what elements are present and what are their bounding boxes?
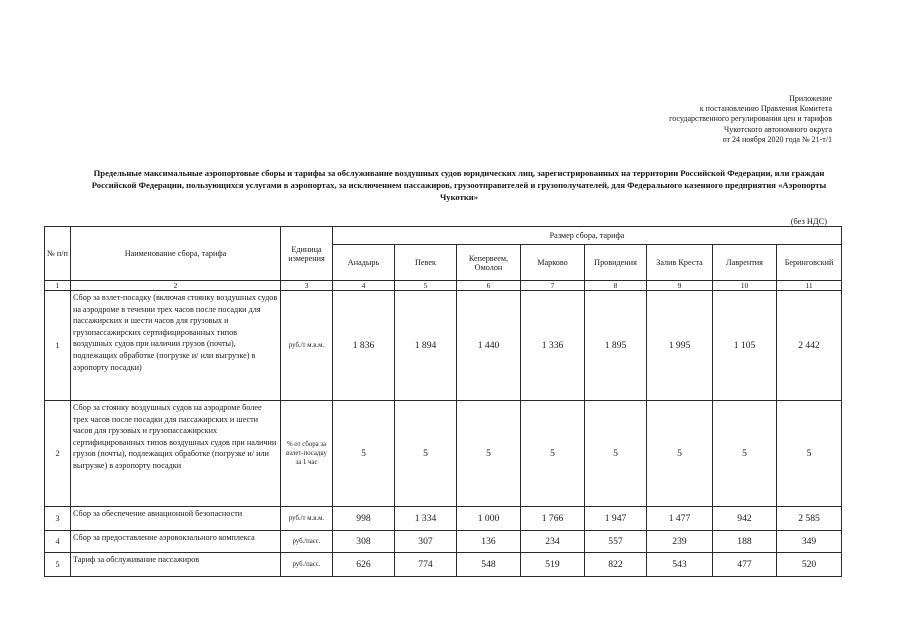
row-value: 1 766 (521, 507, 585, 531)
table-row (45, 291, 842, 401)
column-numbers-row (45, 281, 842, 291)
row-value: 543 (647, 553, 713, 577)
row-value: 1 334 (395, 507, 457, 531)
appendix-block (560, 94, 832, 145)
row-value: 1 440 (457, 291, 521, 401)
column-number: 3 (281, 281, 333, 291)
row-value: 5 (521, 401, 585, 507)
header-no: № п/п (45, 227, 71, 281)
table-row (45, 401, 842, 507)
row-value: 5 (647, 401, 713, 507)
row-value: 626 (333, 553, 395, 577)
row-unit: руб./т м.в.м. (281, 291, 333, 401)
row-value: 477 (713, 553, 777, 577)
row-value: 822 (585, 553, 647, 577)
row-value: 5 (395, 401, 457, 507)
column-number: 4 (333, 281, 395, 291)
header-row (45, 227, 842, 245)
row-unit: руб./пасс. (281, 531, 333, 553)
row-value: 942 (713, 507, 777, 531)
row-number: 4 (45, 531, 71, 553)
row-value: 5 (713, 401, 777, 507)
appendix-line: к постановлению Правления Комитета (699, 104, 832, 114)
row-name: Сбор за взлет-посадку (включая стоянку воздушных судов на аэродроме в течении трех часов после посадки для пассажирских и шести часов для грузовых и грузопассажирских сертифицированных типов воздушных судов при наличии грузов (почты), подлежащих обработке (погрузке и/ или выгрузке) в аэропорту посадки) (71, 291, 281, 401)
header-airport: Анадырь (333, 245, 395, 281)
appendix-line: от 24 ноября 2020 года № 21-т/1 (722, 134, 832, 144)
header-airport: Лаврентия (713, 245, 777, 281)
column-number: 5 (395, 281, 457, 291)
row-value: 774 (395, 553, 457, 577)
row-value: 5 (585, 401, 647, 507)
row-number: 5 (45, 553, 71, 577)
row-name: Сбор за предоставление аэровокзального комплекса (71, 531, 281, 553)
column-number: 10 (713, 281, 777, 291)
vat-note: (без НДС) (790, 217, 827, 226)
header-airport: Певек (395, 245, 457, 281)
row-value: 308 (333, 531, 395, 553)
row-value: 1 336 (521, 291, 585, 401)
row-value: 349 (777, 531, 842, 553)
row-value: 307 (395, 531, 457, 553)
row-value: 557 (585, 531, 647, 553)
row-number: 3 (45, 507, 71, 531)
row-value: 1 895 (585, 291, 647, 401)
table-row (45, 507, 842, 531)
header-airport: Беринговский (777, 245, 842, 281)
header-name: Наименование сбора, тарифа (71, 227, 281, 281)
row-value: 136 (457, 531, 521, 553)
row-value: 2 442 (777, 291, 842, 401)
table-row (45, 531, 842, 553)
column-number: 1 (45, 281, 71, 291)
header-airport: Провидения (585, 245, 647, 281)
header-size-group: Размер сбора, тарифа (333, 227, 842, 245)
column-number: 6 (457, 281, 521, 291)
column-number: 9 (647, 281, 713, 291)
row-unit: руб./пасс. (281, 553, 333, 577)
column-number: 8 (585, 281, 647, 291)
row-value: 1 894 (395, 291, 457, 401)
row-name: Сбор за обеспечение авиационной безопасности (71, 507, 281, 531)
row-value: 188 (713, 531, 777, 553)
column-number: 7 (521, 281, 585, 291)
row-name: Сбор за стоянку воздушных судов на аэродроме более трех часов после посадки для пассажирских и шести часов для грузовых и грузопассажирских сертифицированных типов воздушных судов при наличии грузов (почты), подлежащих обработке (погрузке и/ или выгрузке) в аэропорту посадки (71, 401, 281, 507)
header-airport: Залив Креста (647, 245, 713, 281)
appendix-line: Чукотского автономного округа (724, 124, 832, 134)
appendix-line: Приложение (789, 94, 832, 103)
row-value: 1 477 (647, 507, 713, 531)
tariff-table (44, 226, 842, 577)
row-value: 1 105 (713, 291, 777, 401)
row-value: 548 (457, 553, 521, 577)
row-unit: % от сбора за взлет-посадку за 1 час (281, 401, 333, 507)
row-name: Тариф за обслуживание пассажиров (71, 553, 281, 577)
column-number: 11 (777, 281, 842, 291)
row-value: 519 (521, 553, 585, 577)
header-airport: Кепервеем, Омолон (457, 245, 521, 281)
row-number: 1 (45, 291, 71, 401)
column-number: 2 (71, 281, 281, 291)
appendix-line: государственного регулирования цен и тарифов (669, 114, 832, 124)
table-row (45, 553, 842, 577)
row-value: 1 836 (333, 291, 395, 401)
row-value: 520 (777, 553, 842, 577)
row-value: 1 947 (585, 507, 647, 531)
row-value: 1 995 (647, 291, 713, 401)
row-value: 5 (777, 401, 842, 507)
row-value: 2 585 (777, 507, 842, 531)
header-unit: Единица измерения (281, 227, 333, 281)
row-value: 998 (333, 507, 395, 531)
row-number: 2 (45, 401, 71, 507)
row-value: 1 000 (457, 507, 521, 531)
row-value: 234 (521, 531, 585, 553)
row-value: 5 (457, 401, 521, 507)
row-unit: руб./т м.в.м. (281, 507, 333, 531)
header-airport: Марково (521, 245, 585, 281)
row-value: 5 (333, 401, 395, 507)
row-value: 239 (647, 531, 713, 553)
document-title: Предельные максимальные аэропортовые сборы и тарифы за обслуживание воздушных судов юридических лиц, зарегистрированных на территории Российской Федерации, или граждан Российской Федерации, пользующихся услугами в аэропортах, за исключением пассажиров, грузоотправителей и грузополучателей, для Федерального казенного предприятия «Аэропорты Чукотки» (91, 168, 827, 203)
